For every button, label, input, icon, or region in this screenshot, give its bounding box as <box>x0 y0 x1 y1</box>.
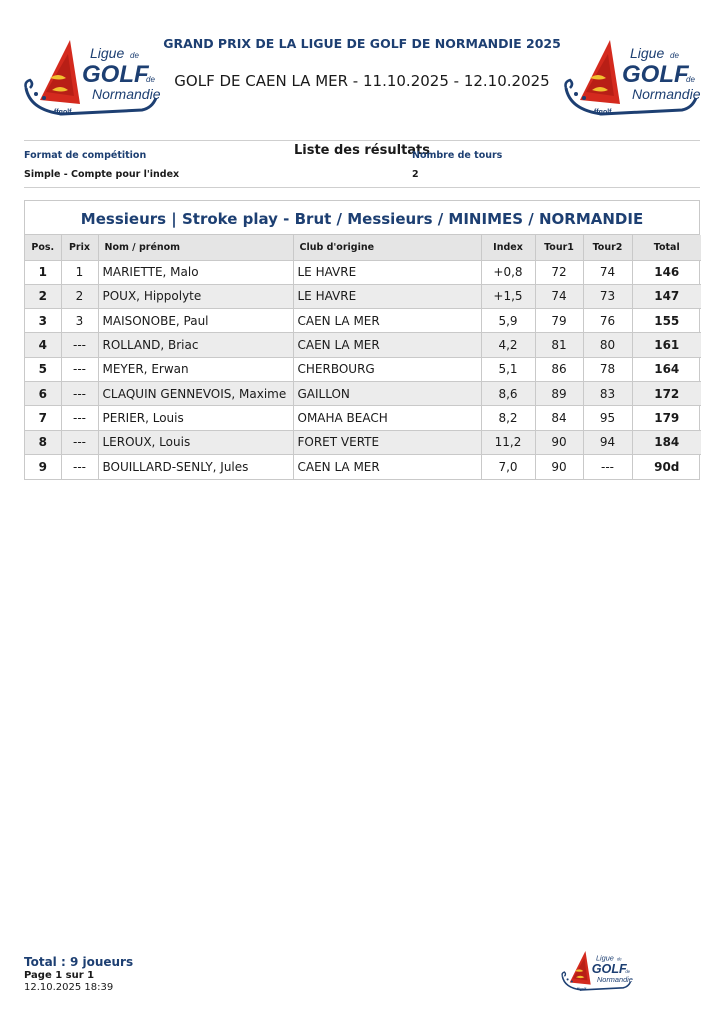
table-row <box>25 406 701 430</box>
cell-tour2: 94 <box>583 430 632 454</box>
divider-bottom <box>24 187 700 188</box>
logo-text: ffgolf <box>594 109 612 116</box>
cell-tour1: 90 <box>535 454 583 478</box>
cell-club: LE HAVRE <box>293 260 481 284</box>
logo-text: GOLF <box>591 962 627 977</box>
cell-pos: 2 <box>25 284 61 308</box>
col-header-tour2: Tour2 <box>583 235 632 260</box>
results-table <box>25 235 701 479</box>
rounds-value: 2 <box>412 169 419 180</box>
table-row <box>25 381 701 405</box>
cell-pos: 4 <box>25 333 61 357</box>
cell-tour2: --- <box>583 454 632 478</box>
cell-tour2: 95 <box>583 406 632 430</box>
cell-tour2: 83 <box>583 381 632 405</box>
cell-tour2: 74 <box>583 260 632 284</box>
cell-index: 5,9 <box>481 309 535 333</box>
cell-tour1: 81 <box>535 333 583 357</box>
table-row <box>25 284 701 308</box>
cell-pos: 7 <box>25 406 61 430</box>
logo-text: de <box>686 75 695 84</box>
table-row <box>25 309 701 333</box>
cell-prix: --- <box>61 381 98 405</box>
logo-word-ligue: Ligue <box>630 45 665 61</box>
cell-club: FORET VERTE <box>293 430 481 454</box>
cell-prix: --- <box>61 406 98 430</box>
list-title: Liste des résultats <box>293 143 431 158</box>
col-header-index: Index <box>481 235 535 260</box>
results-table-block <box>24 200 700 480</box>
cell-pos: 5 <box>25 357 61 381</box>
rounds-label: Nombre de tours <box>412 150 503 161</box>
cell-total: 146 <box>632 260 701 284</box>
cell-name: PERIER, Louis <box>98 406 293 430</box>
logo-text: de <box>146 75 155 84</box>
cell-prix: 2 <box>61 284 98 308</box>
format-value: Simple - Compte pour l'index <box>24 169 180 180</box>
format-label: Format de compétition <box>24 150 147 161</box>
rounds-count <box>412 150 502 180</box>
cell-prix: --- <box>61 430 98 454</box>
competition-format <box>24 150 179 180</box>
ligue-golf-normandie-logo-footer <box>560 950 634 992</box>
cell-tour1: 89 <box>535 381 583 405</box>
cell-total: 164 <box>632 357 701 381</box>
cell-name: POUX, Hippolyte <box>98 284 293 308</box>
col-header-tour1: Tour1 <box>535 235 583 260</box>
logo-text: de <box>616 956 622 962</box>
logo-text: Normandie <box>92 86 161 102</box>
cell-club: CHERBOURG <box>293 357 481 381</box>
cell-total: 184 <box>632 430 701 454</box>
cell-name: MAISONOBE, Paul <box>98 309 293 333</box>
cell-pos: 1 <box>25 260 61 284</box>
cell-club: CAEN LA MER <box>293 454 481 478</box>
cell-total: 179 <box>632 406 701 430</box>
logo-text: Normandie <box>597 975 633 985</box>
cell-tour2: 73 <box>583 284 632 308</box>
table-row <box>25 357 701 381</box>
cell-tour1: 90 <box>535 430 583 454</box>
logo-text: GOLF <box>82 61 149 88</box>
cell-name: ROLLAND, Briac <box>98 333 293 357</box>
cell-tour1: 86 <box>535 357 583 381</box>
cell-name: LEROUX, Louis <box>98 430 293 454</box>
cell-index: 4,2 <box>481 333 535 357</box>
logo-text: de <box>130 51 139 60</box>
col-header-club: Club d'origine <box>293 235 481 260</box>
table-row <box>25 430 701 454</box>
cell-name: CLAQUIN GENNEVOIS, Maxime <box>98 381 293 405</box>
cell-pos: 8 <box>25 430 61 454</box>
cell-club: CAEN LA MER <box>293 333 481 357</box>
cell-pos: 9 <box>25 454 61 478</box>
cell-tour1: 84 <box>535 406 583 430</box>
event-subtitle: GOLF DE CAEN LA MER - 11.10.2025 - 12.10.2025 <box>174 72 550 90</box>
table-row <box>25 333 701 357</box>
cell-total: 155 <box>632 309 701 333</box>
total-players: Total : 9 joueurs <box>24 955 134 969</box>
table-header-row <box>25 235 701 260</box>
cell-total: 172 <box>632 381 701 405</box>
cell-index: +0,8 <box>481 260 535 284</box>
logo-text: GOLF <box>622 61 689 88</box>
cell-pos: 6 <box>25 381 61 405</box>
cell-index: 5,1 <box>481 357 535 381</box>
cell-index: 8,6 <box>481 381 535 405</box>
cell-index: 7,0 <box>481 454 535 478</box>
cell-total: 161 <box>632 333 701 357</box>
cell-total: 147 <box>632 284 701 308</box>
print-datetime: 12.10.2025 18:39 <box>24 982 114 993</box>
cell-name: MARIETTE, Malo <box>98 260 293 284</box>
logo-word-ligue: Ligue <box>90 45 125 61</box>
table-row <box>25 454 701 478</box>
cell-club: GAILLON <box>293 381 481 405</box>
logo-word-ligue: Ligue <box>595 953 614 963</box>
cell-club: CAEN LA MER <box>293 309 481 333</box>
cell-tour1: 74 <box>535 284 583 308</box>
col-header-pos: Pos. <box>25 235 61 260</box>
cell-tour2: 76 <box>583 309 632 333</box>
cell-total: 90d <box>654 459 680 474</box>
col-header-name: Nom / prénom <box>98 235 293 260</box>
cell-name: BOUILLARD-SENLY, Jules <box>98 454 293 478</box>
cell-prix: --- <box>61 333 98 357</box>
category-title: Messieurs | Stroke play - Brut / Messieurs / MINIMES / NORMANDIE <box>25 201 699 235</box>
event-title: GRAND PRIX DE LA LIGUE DE GOLF DE NORMANDIE 2025 <box>163 36 561 51</box>
divider-top <box>24 140 700 141</box>
cell-club: LE HAVRE <box>293 284 481 308</box>
cell-pos: 3 <box>25 309 61 333</box>
document-footer <box>24 955 133 993</box>
cell-prix: --- <box>61 454 98 478</box>
logo-text: de <box>625 969 631 975</box>
col-header-total: Total <box>632 235 701 260</box>
cell-prix: 3 <box>61 309 98 333</box>
page-number: Page 1 sur 1 <box>24 970 95 981</box>
cell-tour1: 72 <box>535 260 583 284</box>
cell-tour2: 80 <box>583 333 632 357</box>
logo-text: ffgolf <box>54 109 72 116</box>
cell-prix: 1 <box>61 260 98 284</box>
logo-text: Normandie <box>632 86 701 102</box>
col-header-prix: Prix <box>61 235 98 260</box>
cell-prix: --- <box>61 357 98 381</box>
logo-text: de <box>670 51 679 60</box>
cell-index: 8,2 <box>481 406 535 430</box>
logo-text: ffgolf <box>577 986 587 991</box>
cell-index: 11,2 <box>481 430 535 454</box>
cell-club: OMAHA BEACH <box>293 406 481 430</box>
cell-tour2: 78 <box>583 357 632 381</box>
cell-name: MEYER, Erwan <box>98 357 293 381</box>
cell-index: +1,5 <box>481 284 535 308</box>
cell-tour1: 79 <box>535 309 583 333</box>
table-row <box>25 260 701 284</box>
